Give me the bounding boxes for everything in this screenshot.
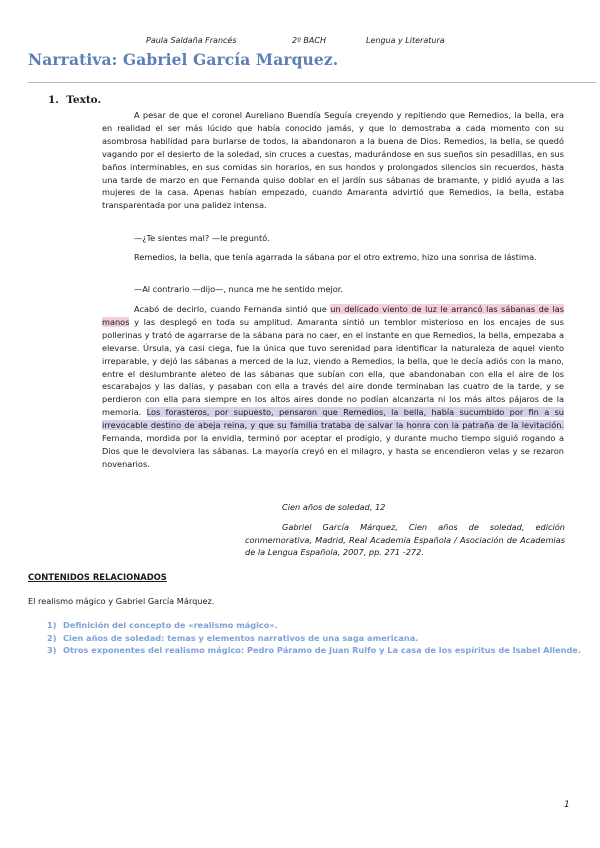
list-item-number: 1) [47,620,57,630]
paragraph-5-middle: y las desplegó en toda su amplitud. Amaranta sintió un temblor misterioso en los encajes de sus pollerinas y trató de agarrarse de la sábana para no caer, en el instante en que Remedios, la bella, empezaba a elevarse. Úrsula, ya casi ciega, fue la única que tuvo serenidad para identificar la naturaleza de aquel viento irreparable, y dejó las sábanas a merced de la luz, viendo a Remedios, la bella, que le decía adiós con la mano, entre el deslumbrante aleteo de las sábanas que subían con ella, que abandonaban con ella el aire de los escarabajos y las dalias, y pasaban con ella a través del aire donde terminaban las cuatro de la tarde, y se perdieron con ella para siempre en los altos aires donde no podían alcanzarla ni los más altos pájaros de la memoria. [102,316,564,418]
list-item-label: Otros exponentes del realismo mágico: Pedro Páramo de Juan Rulfo y La casa de los espíritus de Isabel Allende. [63,645,581,655]
header-subject: Lengua y Literatura [366,36,445,45]
source-short: Cien años de soledad, 12 [282,502,386,512]
page-number: 1 [564,800,570,810]
title-divider [28,82,596,83]
highlight-lavender: Los forasteros, por supuesto, pensaron que Remedios, la bella, había sucumbido por fin a su irrevocable destino de abeja reina, y que su familia trataba de salvar la honra con la patraña de la levitación. [102,407,564,431]
list-item [28,619,596,632]
text-paragraph-3: Remedios, la bella, que tenía agarrada la sábana por el otro extremo, hizo una sonrisa de lástima. [134,252,537,262]
text-paragraph-2: —¿Te sientes mal? —le preguntó. [134,233,270,243]
header-author: Paula Saldaña Francés [146,36,237,45]
source-full: Gabriel García Márquez, Cien años de soledad, edición conmemorativa, Madrid, Real Academia Española / Asociación de Academias de la Lengua Española, 2007, pp. 271 -272. [245,522,565,557]
list-item-number: 2) [47,632,57,643]
highlight-pink: un delicado viento de luz le arrancó las sábanas de las manos [102,304,564,327]
list-item [28,644,596,657]
section-number: 1. [48,94,59,106]
list-item-label: Cien años de soledad: temas y elementos narrativos de una saga americana. [63,632,419,643]
related-intro: El realismo mágico y Gabriel García Márquez. [28,596,215,606]
text-paragraph-4: —Al contrario —dijo—, nunca me he sentido mejor. [134,284,343,294]
text-paragraph-5 [102,303,564,471]
related-list [28,619,596,657]
section-title: Texto. [66,94,102,106]
section-heading [48,94,101,106]
list-item-number: 3) [47,645,57,655]
header-course: 2º BACH [292,36,326,45]
text-paragraph-1: A pesar de que el coronel Aureliano Buendía Seguía creyendo y repitiendo que Remedios, la bella, era en realidad el ser más lúcido que había conocido jamás, y que lo demostraba a cada momento con su asombrosa habilidad para burlarse de todos, la abandonaron a la buena de Dios. Remedios, la bella, se quedó vagando por el desierto de la soledad, sin cruces a cuestas, madurándose en sus sueños sin pesadillas, en sus baños interminables, en sus comidas sin horarios, en sus hondos y prolongados silencios sin recuerdos, hasta una tarde de marzo en que Fernanda quiso doblar en el jardín sus sábanas de bramante, y pidió ayuda a las mujeres de la casa. Apenas habían empezado, cuando Amaranta advirtió que Remedios, la bella, estaba transparentada por una palidez intensa. [102,110,564,211]
paragraph-5-start: Acabó de decirlo, cuando Fernanda sintió que [134,304,331,314]
page-title: Narrativa: Gabriel García Marquez. [28,50,339,69]
list-item-label: Definición del concepto de «realismo mágico». [63,620,278,630]
paragraph-5-end: Fernanda, mordida por la envidia, terminó por aceptar el prodigio, y durante mucho tiempo siguió rogando a Dios que le devolviera las sábanas. La mayoría creyó en el milagro, y hasta se encendieron velas y se rezaron novenarios. [102,433,564,469]
list-item [28,632,596,645]
related-heading: CONTENIDOS RELACIONADOS [28,572,167,582]
